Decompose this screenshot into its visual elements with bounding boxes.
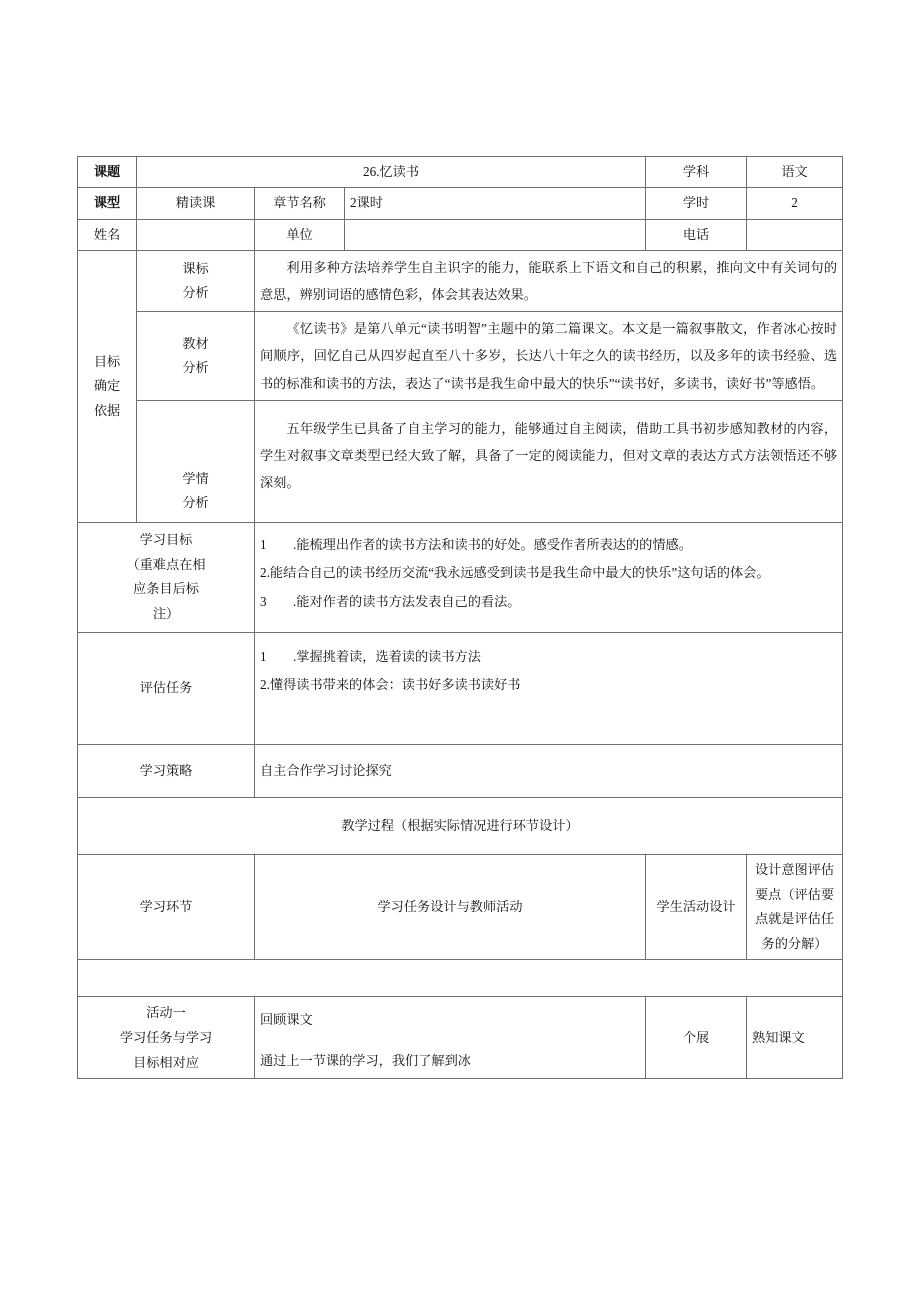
process-banner: 教学过程（根据实际情况进行环节设计）: [78, 798, 843, 855]
material-analysis-text: 《忆读书》是第八单元“读书明智”主题中的第二篇课文。本文是一篇叙事散文，作者冰心按时间顺序，回忆自己从四岁起直至八十多岁，长达八十年之久的读书经历，以及多年的读书经验、选书的标准和读书的方法，表达了“读书是我生命中最大的快乐”“读书好，多读书，读好书”等感悟。: [260, 321, 838, 391]
basis-group-label-lines: 目标 确定 依据: [93, 353, 121, 418]
chapter-label: 章节名称: [255, 188, 345, 219]
unit-value: [345, 219, 646, 250]
subject-label: 学科: [646, 157, 747, 188]
table-row-assessment: [78, 632, 843, 744]
process-col-student: 学生活动设计: [646, 855, 747, 960]
student-analysis-text: 五年级学生已具备了自主学习的能力，能够通过自主阅读，借助工具书初步感知教材的内容，学生对叙事文章类型已经大致了解，具备了一定的阅读能力，但对文章的表达方式方法领悟还不够深刻。: [260, 420, 838, 490]
process-spacer-cell: [78, 960, 843, 997]
assessment-item: 1 .掌握挑着读，选着读的读书方法: [260, 648, 481, 664]
table-row-material-analysis: [78, 312, 843, 400]
objectives-cell: [255, 522, 843, 632]
table-row-process-headers: [78, 855, 843, 960]
student-analysis-label: 学情 分析: [137, 400, 255, 522]
chapter-value: 2课时: [345, 188, 646, 219]
lesson-plan-table: [77, 156, 843, 1079]
table-row-standard-analysis: [78, 251, 843, 312]
standard-analysis-text: 利用多种方法培养学生自主识字的能力，能联系上下语文和自己的积累，推向文中有关词句的意思，辨别词语的感情色彩，体会其表达效果。: [260, 260, 838, 303]
phone-label: 电话: [646, 219, 747, 250]
material-analysis-cell: [255, 312, 843, 400]
material-analysis-label: 教材 分析: [137, 312, 255, 400]
hours-value: 2: [747, 188, 843, 219]
standard-analysis-cell: [255, 251, 843, 312]
table-row-student-analysis: [78, 400, 843, 522]
table-row-objectives: [78, 522, 843, 632]
strategy-value: 自主合作学习讨论探究: [255, 744, 843, 797]
topic-value: 26.忆读书: [137, 157, 646, 188]
table-row-lesson-type: [78, 188, 843, 219]
objective-item: 3 .能对作者的读书方法发表自己的看法。: [260, 593, 521, 609]
table-row-strategy: [78, 744, 843, 797]
activity-stage: 活动一 学习任务与学习 目标相对应: [78, 997, 255, 1079]
objectives-label: 学习目标 （重难点在相 应条目后标 注）: [78, 522, 255, 632]
assessment-item: 2.懂得读书带来的体会：读书好多读书读好书: [260, 677, 521, 693]
activity-intent: 熟知课文: [747, 997, 843, 1079]
process-col-stage: 学习环节: [78, 855, 255, 960]
phone-value: [747, 219, 843, 250]
activity-student-design: 个展: [646, 997, 747, 1079]
unit-label: 单位: [255, 219, 345, 250]
activity-task-title: 回顾课文: [260, 1012, 313, 1028]
table-row-topic: [78, 157, 843, 188]
hours-label: 学时: [646, 188, 747, 219]
topic-label: 课题: [78, 157, 137, 188]
standard-analysis-label: 课标 分析: [137, 251, 255, 312]
activity-task: [255, 997, 646, 1079]
objective-item: 1 .能梳理出作者的读书方法和读书的好处。感受作者所表达的的情感。: [260, 536, 692, 552]
strategy-label: 学习策略: [78, 744, 255, 797]
assessment-cell: [255, 632, 843, 744]
table-row-process-banner: [78, 798, 843, 855]
basis-group-label: [78, 251, 137, 523]
assessment-label: 评估任务: [78, 632, 255, 744]
table-row-name: [78, 219, 843, 250]
process-col-task: 学习任务设计与教师活动: [255, 855, 646, 960]
lesson-type-value: 精读课: [137, 188, 255, 219]
lesson-type-label: 课型: [78, 188, 137, 219]
name-label: 姓名: [78, 219, 137, 250]
student-analysis-cell: [255, 400, 843, 522]
name-value: [137, 219, 255, 250]
activity-task-body: 通过上一节课的学习，我们了解到冰: [260, 1053, 471, 1069]
subject-value: 语文: [747, 157, 843, 188]
table-row-process-spacer: [78, 960, 843, 997]
process-col-intent: 设计意图评估要点（评估要点就是评估任务的分解）: [747, 855, 843, 960]
objective-item: 2.能结合自己的读书经历交流“我永远感受到读书是我生命中最大的快乐”这句话的体会。: [260, 565, 770, 581]
table-row: [78, 997, 843, 1079]
